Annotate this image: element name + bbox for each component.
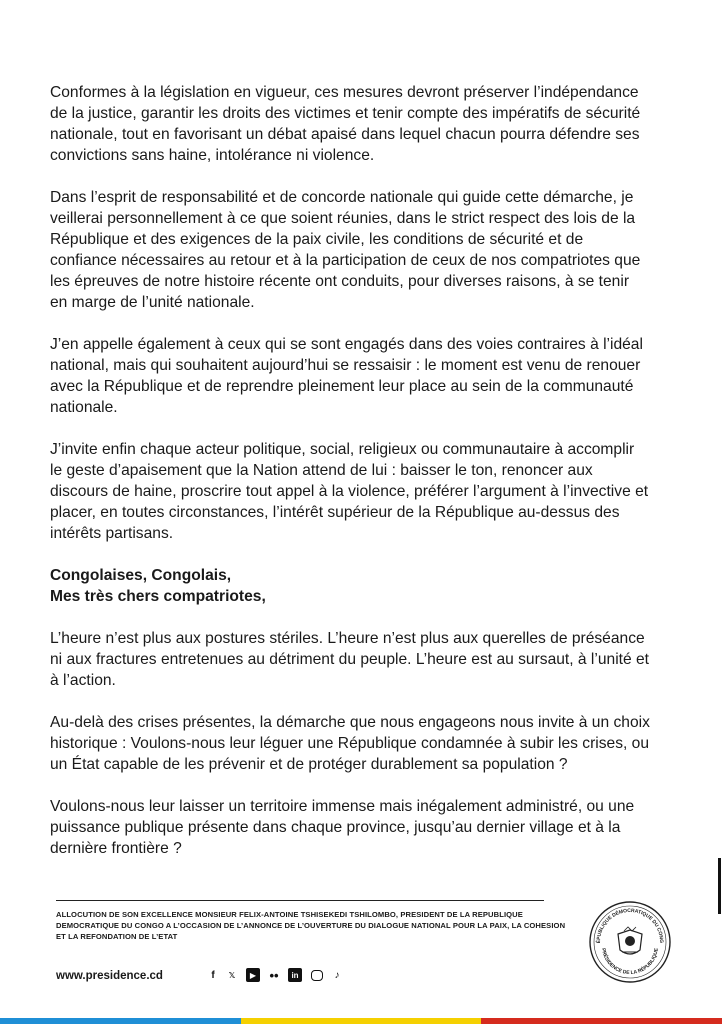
paragraph: L’heure n’est plus aux postures stériles. L’heure n’est plus aux querelles de préséance ni aux fractures entretenues au détriment du peuple. L’heure est au sursaut, à l’unité et à l’action.: [50, 630, 650, 689]
paragraph: Conformes à la législation en vigueur, ces mesures devront préserver l’indépendance de la justice, garantir les droits des victimes et tenir compte des impératifs de sécurité nationale, tout en favorisant un débat apaisé dans lequel chacun pourra défendre ses convictions sans haine, intolérance ni violence.: [50, 84, 641, 164]
salutation-line: Congolaises, Congolais,: [50, 567, 232, 584]
paragraph: Dans l’esprit de responsabilité et de concorde nationale qui guide cette démarche, je veillerai personnellement à ce que soient réunies, dans le strict respect des lois de la République et des exigences de la paix civile, les conditions de sécurité et de confiance nécessaires au retour et à la participation de ceux de nos compatriotes que les épreuves de notre histoire récente ont conduits, pour diverses raisons, à se tenir en marge de l’unité nationale.: [50, 189, 641, 311]
social-links: [208, 968, 342, 982]
salutation: [50, 565, 650, 607]
flag-red-segment: [481, 1018, 722, 1024]
website-link[interactable]: www.presidence.cd: [56, 970, 163, 982]
footer-divider: [56, 900, 544, 901]
seal-text-top: ÉPUBLIQUE DÉMOCRATIQUE DU CONG: [595, 907, 665, 944]
seal-text-bottom: PRÉSIDENCE DE LA RÉPUBLIQUE: [600, 947, 660, 977]
flag-blue-segment: [0, 1018, 241, 1024]
flickr-icon[interactable]: ••: [269, 967, 279, 983]
salutation-line: Mes très chers compatriotes,: [50, 588, 266, 605]
youtube-icon[interactable]: ▶: [246, 968, 260, 982]
instagram-icon[interactable]: [311, 970, 323, 981]
paragraph: Au-delà des crises présentes, la démarche que nous engageons nous invite à un choix historique : Voulons-nous leur léguer une République condamnée à subir les crises, ou un État capable de les prévenir et de protéger durablement sa population ?: [50, 714, 650, 773]
paragraph: J’invite enfin chaque acteur politique, social, religieux ou communautaire à accomplir le geste d’apaisement que la Nation attend de lui : baisser le ton, renoncer aux discours de haine, proscrire tout appel à la violence, préférer l’argument à l’invective et placer, en toutes circonstances, l’intérêt supérieur de la République au-dessus des intérêts partisans.: [50, 441, 649, 542]
footer-caption: ALLOCUTION DE SON EXCELLENCE MONSIEUR FELIX-ANTOINE TSHISEKEDI TSHILOMBO, PRESIDENT DE LA REPUBLIQUE DEMOCRATIQUE DU CONGO A L’OCCASION DE L’ANNONCE DE L’OUVERTURE DU DIALOGUE NATIONAL POUR LA PAIX, LA COHESION ET LA REFONDATION DE L’ETAT: [56, 910, 566, 941]
paragraph: J’en appelle également à ceux qui se sont engagés dans des voies contraires à l’idéal national, mais qui souhaitent aujourd’hui se ressaisir : le moment est venu de renouer avec la République et de reprendre pleinement leur place au sein de la communauté nationale.: [50, 336, 643, 416]
presidential-seal: [588, 900, 672, 984]
linkedin-icon[interactable]: in: [288, 968, 302, 982]
flag-color-bar: [0, 1018, 722, 1024]
tiktok-icon[interactable]: ♪: [334, 969, 340, 981]
speech-body: [50, 82, 650, 880]
x-icon[interactable]: 𝕏: [228, 970, 236, 980]
facebook-icon[interactable]: f: [211, 969, 215, 981]
page-edge-mark: [718, 858, 721, 914]
paragraph: Voulons-nous leur laisser un territoire immense mais inégalement administré, ou une puissance publique présente dans chaque province, jusqu’au dernier village et à la dernière frontière ?: [50, 798, 635, 857]
flag-yellow-segment: [241, 1018, 482, 1024]
